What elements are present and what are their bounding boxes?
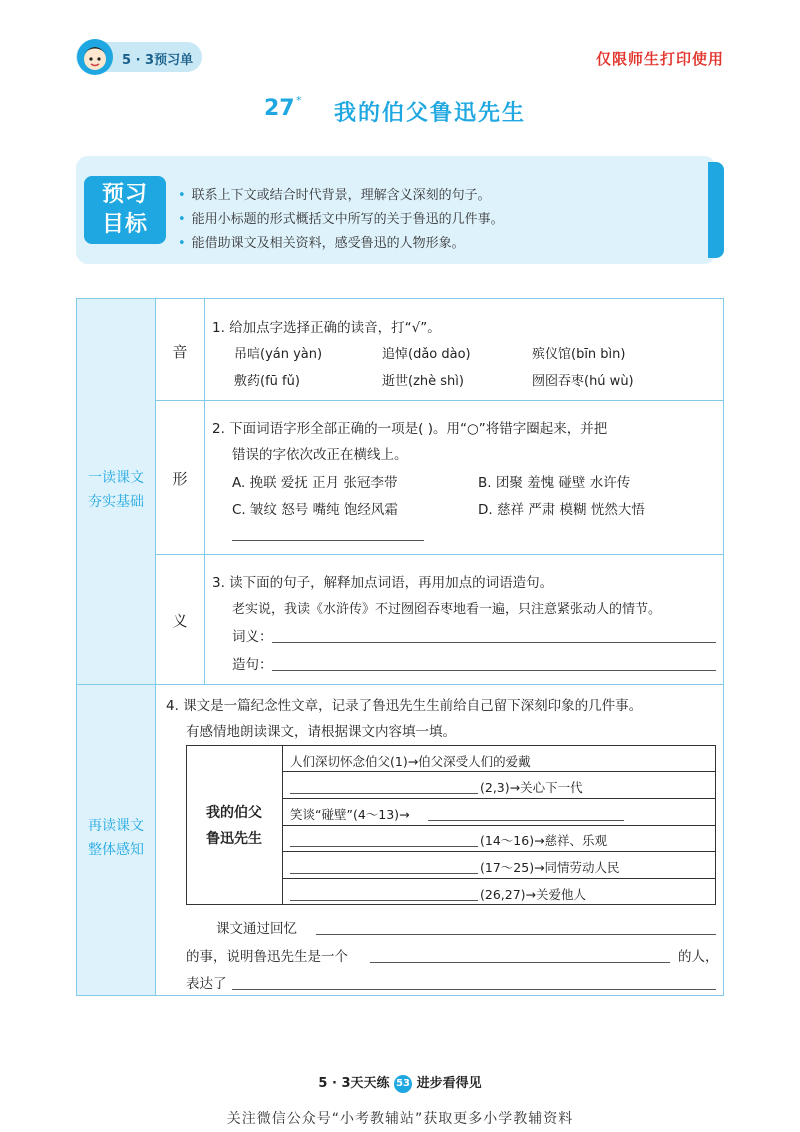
sub-label-yin: 音 <box>172 343 188 361</box>
promo-note: 关注微信公众号“小考教辅站”获取更多小学教辅资料 <box>226 1111 574 1127</box>
sub-label-xing: 形 <box>172 470 188 488</box>
section-label-line: 再读课文 <box>88 818 144 834</box>
q1-item: 囫囵吞枣(hú wù) <box>532 374 634 389</box>
q2-option-b: B. 团聚 羞愧 碰壁 水许传 <box>478 475 631 491</box>
q3-meaning-label: 词义： <box>232 629 273 645</box>
summary-divider <box>282 851 716 852</box>
goal-item <box>178 232 465 251</box>
summary-divider <box>282 825 716 826</box>
q2-answer-line[interactable] <box>232 540 424 541</box>
goals-tag-text <box>84 180 166 240</box>
summary-divider <box>282 878 716 879</box>
summary-row: (14～16)→慈祥、乐观 <box>480 833 608 848</box>
goal-bullet: • <box>178 236 186 251</box>
q1-item: 殡仪馆(bīn bìn) <box>532 347 626 362</box>
summary-row: (17～25)→同情劳动人民 <box>480 860 620 875</box>
q4-prompt-line1: 4. 课文是一篇纪念性文章，记录了鲁迅先生生前给自己留下深刻印象的几件事。 <box>166 698 643 714</box>
q4-fill-d: 表达了 <box>186 976 227 992</box>
summary-divider <box>282 798 716 799</box>
usage-notice: 仅限师生打印使用 <box>595 50 724 68</box>
q4-fill-a: 课文通过回忆 <box>216 921 297 937</box>
summary-row: 笑谈“碰壁”(4～13)→ <box>290 807 410 822</box>
q4-fill-c: 的人， <box>678 949 719 965</box>
section-label-1 <box>77 466 155 514</box>
student-mascot-icon <box>76 38 114 76</box>
q1-item: 追悼(dǎo dào) <box>382 347 471 362</box>
summary-fill-line[interactable] <box>428 820 624 821</box>
footer-right: 进步看得见 <box>416 1076 482 1091</box>
page-number: 53 <box>394 1075 412 1093</box>
q2-option-a: A. 挽联 爱抚 正月 张冠李带 <box>232 475 398 491</box>
q1-item: 吊唁(yán yàn) <box>234 347 323 362</box>
q2-option-d: D. 慈祥 严肃 模糊 恍然大悟 <box>478 502 645 518</box>
table-divider <box>155 400 724 401</box>
header-badge-text: 5 · 3预习单 <box>122 53 194 68</box>
lesson-title: 我的伯父鲁迅先生 <box>334 101 527 126</box>
summary-subject <box>186 800 282 852</box>
q1-item: 敷药(fū fǔ) <box>234 374 300 389</box>
q1-item: 逝世(zhè shì) <box>382 374 464 389</box>
summary-row: 人们深切怀念伯父(1)→伯父深受人们的爱戴 <box>290 754 531 769</box>
goal-bullet: • <box>178 212 186 227</box>
summary-row: (26,27)→关爱他人 <box>480 887 587 902</box>
q3-sentence: 老实说，我读《水浒传》不过囫囵吞枣地看一遍，只注意紧张动人的情节。 <box>232 602 662 617</box>
goal-item <box>178 184 491 203</box>
q4-prompt-line2: 有感情地朗读课文，请根据课文内容填一填。 <box>186 724 456 740</box>
table-divider <box>155 298 156 996</box>
q2-prompt-line2: 错误的字依次改正在横线上。 <box>232 447 408 463</box>
table-divider <box>155 554 724 555</box>
lesson-number: 27 <box>264 96 295 121</box>
q4-fill-line[interactable] <box>370 962 670 963</box>
sub-label-yi: 义 <box>172 612 188 630</box>
goals-tag-line1: 预习 <box>101 182 148 207</box>
q3-sentence-line[interactable] <box>272 670 716 671</box>
section-label-line: 夯实基础 <box>88 494 144 510</box>
table-divider <box>204 298 205 684</box>
goal-text: 联系上下文或结合时代背景，理解含义深刻的句子。 <box>191 188 491 203</box>
goals-tag-line2: 目标 <box>101 212 148 237</box>
q3-prompt: 3. 读下面的句子，解释加点词语，再用加点的词语造句。 <box>212 575 554 591</box>
goal-text: 能借助课文及相关资料，感受鲁迅的人物形象。 <box>191 236 465 251</box>
lesson-star: * <box>296 94 302 107</box>
goal-item <box>178 208 504 227</box>
section-label-line: 一读课文 <box>88 470 144 486</box>
q2-prompt-line1: 2. 下面词语字形全部正确的一项是( )。用“○”将错字圈起来，并把 <box>212 421 608 437</box>
q4-fill-b: 的事，说明鲁迅先生是一个 <box>186 949 348 965</box>
page-footer <box>0 1072 800 1093</box>
q3-meaning-line[interactable] <box>272 642 716 643</box>
summary-row: (2,3)→关心下一代 <box>480 780 583 795</box>
summary-subject-line: 鲁迅先生 <box>206 831 262 847</box>
goals-panel-edge <box>708 162 724 258</box>
q3-sentence-label: 造句： <box>232 657 273 673</box>
footer-left: 5 · 3天天练 <box>318 1076 390 1091</box>
summary-divider <box>282 771 716 772</box>
q4-fill-line[interactable] <box>232 989 716 990</box>
q4-fill-line[interactable] <box>316 934 716 935</box>
summary-fill-line[interactable] <box>290 846 478 847</box>
q1-prompt: 1. 给加点字选择正确的读音，打“√”。 <box>212 320 441 336</box>
summary-subject-line: 我的伯父 <box>206 805 262 821</box>
goal-bullet: • <box>178 188 186 203</box>
goal-text: 能用小标题的形式概括文中所写的关于鲁迅的几件事。 <box>191 212 504 227</box>
section-label-line: 整体感知 <box>88 842 144 858</box>
summary-fill-line[interactable] <box>290 873 478 874</box>
q2-option-c: C. 皱纹 怒号 嘴纯 饱经风霜 <box>232 502 398 518</box>
table-divider <box>76 684 724 685</box>
summary-fill-line[interactable] <box>290 793 478 794</box>
summary-fill-line[interactable] <box>290 900 478 901</box>
section-label-2 <box>77 814 155 862</box>
